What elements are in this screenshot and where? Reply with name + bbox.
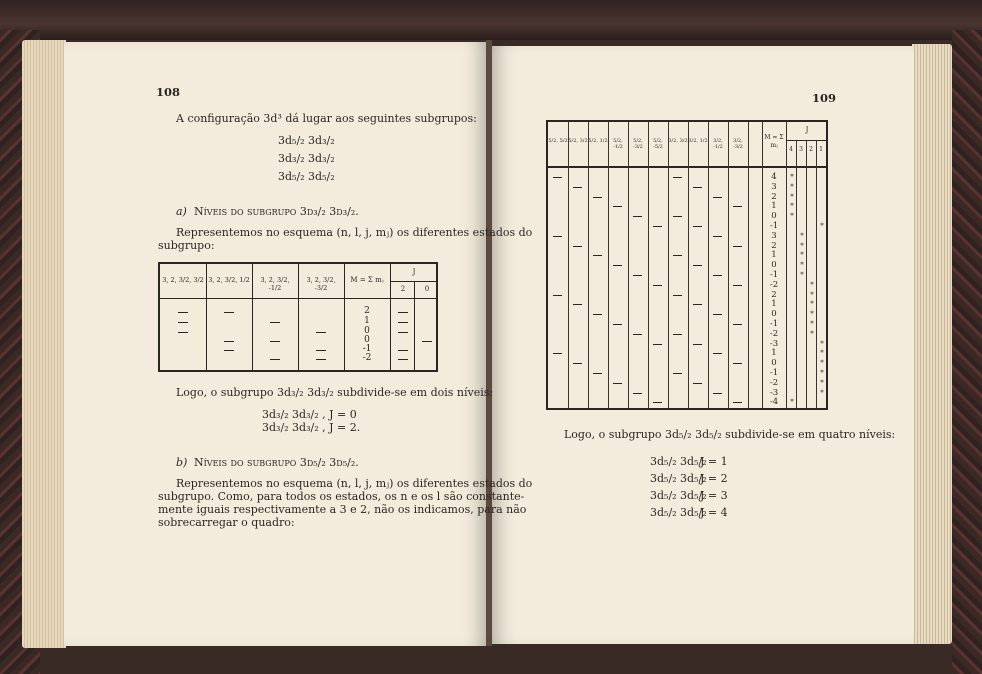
m-value: 4: [771, 172, 777, 182]
level-b-4-j: J = 4: [700, 506, 728, 519]
intro-text: A configuração 3d³ dá lugar aos seguintes subgrupos:: [176, 112, 477, 125]
occupied-state-mark: [733, 285, 742, 286]
header-j-1: 1: [819, 146, 823, 153]
header-j-2: 2: [809, 146, 813, 153]
j-level-mark: *: [810, 300, 814, 309]
occupied-state-mark: [713, 314, 722, 315]
j-level-mark: *: [790, 192, 794, 201]
j-level-mark: *: [820, 359, 824, 368]
header-j: J: [412, 268, 416, 276]
occupied-state-mark: [633, 216, 642, 217]
conclusion-a: Logo, o subgrupo 3d₃/₂ 3d₃/₂ subdivide-se em dois níveis:: [176, 386, 494, 399]
occupied-state-mark: [573, 187, 582, 188]
header-col: 5/2, 1/2: [588, 138, 608, 144]
m-value: 2: [771, 191, 777, 202]
m-value: 0: [364, 335, 370, 345]
j-level-mark: *: [820, 369, 824, 377]
section-b-title: Níveis do subgrupo 3d₅/₂ 3d₅/₂.: [194, 456, 359, 469]
level-b-2-j: J = 2: [700, 472, 728, 485]
header-col: 3/2, -1/2: [713, 138, 723, 150]
occupied-state-mark: [713, 236, 722, 237]
occupied-state-mark: [633, 275, 642, 276]
m-value: -2: [769, 328, 779, 339]
occupied-state-mark: [573, 363, 582, 364]
occupied-state-mark: [553, 236, 562, 237]
j-level-mark: *: [790, 202, 794, 211]
m-value: -2: [362, 353, 372, 363]
occupied-state-mark: [613, 324, 622, 325]
header-m: M = Σ mⱼ: [764, 134, 784, 149]
occupied-state-mark: [573, 246, 582, 247]
occupied-state-mark: [693, 265, 702, 266]
header-col-3: 3, 2, 3/2, -1/2: [260, 276, 290, 292]
book-spine: [486, 40, 492, 646]
occupied-state-mark: [613, 383, 622, 384]
occupied-state-mark: [553, 177, 562, 178]
m-value: 1: [771, 201, 777, 212]
occupied-state-mark: [693, 383, 702, 384]
occupied-state-mark: [593, 255, 602, 256]
header-col: 5/2, -5/2: [653, 138, 663, 150]
paragraph-b-line-4: sobrecarregar o quadro:: [158, 516, 295, 529]
page-number-left: 108: [156, 85, 181, 99]
header-j-4: 4: [789, 146, 793, 153]
m-value: -2: [769, 279, 779, 290]
header-j-2: 2: [400, 285, 406, 293]
m-value: 0: [771, 211, 777, 222]
header-col-4: 3, 2, 3/2, -3/2: [306, 276, 336, 292]
j-level-mark: *: [810, 320, 814, 328]
m-value: -1: [769, 368, 779, 378]
m-value: 1: [771, 250, 777, 261]
m-value: 0: [771, 260, 777, 271]
level-b-3-j: J = 3: [700, 489, 728, 502]
header-j: J: [805, 126, 809, 134]
j-level-mark: *: [790, 398, 794, 407]
occupied-state-mark: [613, 206, 622, 207]
occupied-state-mark: [673, 295, 682, 296]
m-value: -4: [769, 397, 779, 408]
j-level-mark: *: [790, 173, 794, 181]
occupied-state-mark: [733, 206, 742, 207]
header-col: 3/2, 3/2: [668, 138, 688, 144]
occupied-state-mark: [553, 295, 562, 296]
m-value: 3: [771, 181, 777, 192]
m-value: 1: [771, 348, 777, 359]
header-col: 3/2, -3/2: [733, 138, 743, 150]
occupied-state-mark: [713, 275, 722, 276]
occupied-state-mark: [633, 334, 642, 335]
j-level-mark: *: [820, 388, 824, 397]
occupied-state-mark: [713, 353, 722, 354]
occupied-state-mark: [673, 177, 682, 178]
occupied-state-mark: [733, 324, 742, 325]
subgroup-2: 3d₃/₂ 3d₃/₂: [278, 152, 335, 165]
section-a-title: Níveis do subgrupo 3d₃/₂ 3d₃/₂.: [194, 205, 359, 218]
header-m: M = Σ mⱼ: [350, 276, 384, 284]
occupied-state-mark: [653, 226, 662, 227]
occupied-state-mark: [713, 393, 722, 394]
occupied-state-mark: [673, 373, 682, 374]
j-level-mark: *: [820, 349, 824, 358]
m-value: -1: [769, 221, 779, 231]
m-value: -1: [769, 319, 779, 329]
occupied-state-mark: [633, 393, 642, 394]
paragraph-b-line-1: Representemos no esquema (n, l, j, mⱼ) os diferentes estados do: [176, 477, 533, 490]
m-value: 3: [771, 230, 777, 241]
section-a-label: a): [176, 205, 187, 218]
occupied-state-mark: [693, 304, 702, 305]
occupied-state-mark: [593, 373, 602, 374]
m-value: 0: [771, 358, 777, 369]
paragraph-b-line-3: mente iguais respectivamente a 3 e 2, não os indicamos, para não: [158, 503, 527, 516]
header-j-3: 3: [799, 146, 803, 153]
j-level-mark: *: [810, 290, 814, 299]
header-col: 5/2, 3/2: [568, 138, 588, 144]
states-table-a: [158, 262, 438, 372]
paragraph-a-line-1: Representemos no esquema (n, l, j, mⱼ) os diferentes estados do: [176, 226, 533, 239]
j-level-mark: *: [800, 271, 804, 279]
conclusion-b: Logo, o subgrupo 3d₅/₂ 3d₅/₂ subdivide-se em quatro níveis:: [564, 428, 896, 441]
occupied-state-mark: [653, 344, 662, 345]
occupied-state-mark: [673, 216, 682, 217]
level-b-4-expr: 3d₅/₂ 3d₅/₂: [650, 506, 707, 519]
occupied-state-mark: [573, 304, 582, 305]
occupied-state-mark: [693, 226, 702, 227]
occupied-state-mark: [653, 402, 662, 403]
j-level-mark: *: [790, 212, 794, 221]
level-a-2: 3d₃/₂ 3d₃/₂ , J = 2.: [262, 421, 361, 434]
page-stack-left: [22, 40, 66, 648]
occupied-state-mark: [613, 265, 622, 266]
m-value: 1: [771, 299, 777, 310]
j-level-mark: *: [820, 378, 824, 387]
m-value: -2: [769, 377, 779, 388]
m-value: 2: [771, 240, 777, 251]
states-table-b: [546, 120, 828, 410]
occupied-state-mark: [713, 197, 722, 198]
m-value: 2: [364, 306, 370, 316]
subgroup-1: 3d₅/₂ 3d₃/₂: [278, 134, 335, 147]
level-b-1-j: J = 1: [700, 455, 728, 468]
occupied-state-mark: [673, 334, 682, 335]
occupied-state-mark: [593, 314, 602, 315]
j-level-mark: *: [810, 329, 814, 338]
level-b-1-expr: 3d₅/₂ 3d₅/₂: [650, 455, 707, 468]
book-cover-right: [952, 30, 982, 674]
occupied-state-mark: [593, 197, 602, 198]
header-col: 3/2, 1/2: [688, 138, 708, 144]
m-value: -3: [769, 387, 779, 398]
occupied-state-mark: [553, 353, 562, 354]
section-b-label: b): [176, 456, 188, 469]
occupied-state-mark: [693, 344, 702, 345]
level-a-1: 3d₃/₂ 3d₃/₂ , J = 0: [262, 408, 357, 421]
occupied-state-mark: [733, 402, 742, 403]
page-number-right: 109: [812, 91, 837, 105]
occupied-state-mark: [653, 285, 662, 286]
j-level-mark: *: [820, 339, 824, 348]
level-b-3-expr: 3d₅/₂ 3d₅/₂: [650, 489, 707, 502]
page-stack-right: [912, 44, 952, 644]
m-value: -1: [362, 344, 372, 354]
j-level-mark: *: [800, 261, 804, 270]
occupied-state-mark: [693, 187, 702, 188]
occupied-state-mark: [673, 255, 682, 256]
subgroup-3: 3d₅/₂ 3d₅/₂: [278, 170, 335, 183]
paragraph-b-line-2: subgrupo. Como, para todos os estados, os n e os l são constante-: [158, 490, 525, 503]
m-value: 0: [771, 309, 777, 320]
header-col: 5/2, 5/2: [548, 138, 568, 144]
header-j-0: 0: [424, 285, 430, 293]
m-value: -1: [769, 270, 779, 280]
header-col: 5/2, -1/2: [613, 138, 623, 150]
occupied-state-mark: [733, 246, 742, 247]
m-value: 2: [771, 289, 777, 300]
j-level-mark: *: [800, 231, 804, 240]
paragraph-a-line-2: subgrupo:: [158, 239, 215, 252]
j-level-mark: *: [800, 251, 804, 260]
j-level-mark: *: [810, 280, 814, 289]
m-value: 1: [364, 316, 370, 326]
j-level-mark: *: [810, 310, 814, 319]
j-level-mark: *: [820, 222, 824, 230]
header-col: 5/2, -3/2: [633, 138, 643, 150]
j-level-mark: *: [800, 241, 804, 250]
book-cover-top: [0, 0, 982, 40]
header-col-1: 3, 2, 3/2, 3/2: [162, 276, 204, 284]
m-value: -3: [769, 338, 779, 349]
header-col-2: 3, 2, 3/2, 1/2: [208, 276, 250, 284]
level-b-2-expr: 3d₅/₂ 3d₅/₂: [650, 472, 707, 485]
j-level-mark: *: [790, 182, 794, 191]
m-value: 0: [364, 326, 370, 336]
occupied-state-mark: [733, 363, 742, 364]
